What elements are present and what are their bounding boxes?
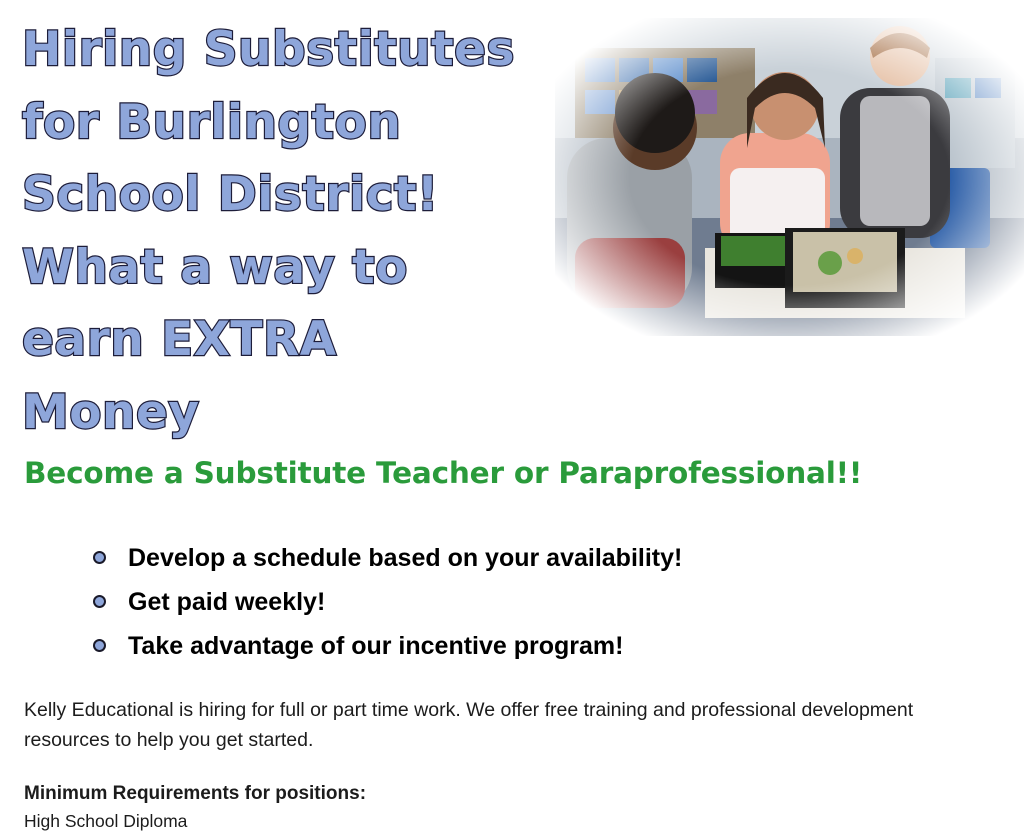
headline-line: for Burlington bbox=[22, 94, 402, 150]
requirement-item: High School Diploma bbox=[24, 811, 188, 831]
list-item bbox=[90, 536, 682, 580]
bullet-circle-icon bbox=[93, 595, 106, 608]
benefit-text: Get paid weekly! bbox=[128, 588, 326, 616]
headline-line: Hiring Substitutes bbox=[22, 22, 515, 77]
bullet-circle-icon bbox=[93, 551, 106, 564]
bullet-circle-icon bbox=[93, 639, 106, 652]
subhead: Become a Substitute Teacher or Paraprofessional!! bbox=[24, 456, 863, 490]
headline-line: What a way to bbox=[22, 239, 408, 295]
description-paragraph: Kelly Educational is hiring for full or part time work. We offer free training and professional development resources to help you get started. bbox=[24, 699, 914, 751]
classroom-children-photo bbox=[555, 18, 1024, 336]
headline-line: Money bbox=[22, 384, 200, 440]
headline-line: earn EXTRA bbox=[22, 312, 337, 367]
benefit-text: Take advantage of our incentive program! bbox=[128, 632, 624, 660]
list-item bbox=[90, 580, 682, 624]
benefits-list bbox=[90, 536, 682, 668]
classroom-photo-illustration bbox=[555, 18, 1024, 336]
benefit-text: Develop a schedule based on your availability! bbox=[128, 544, 683, 572]
headline-line: School District! bbox=[22, 167, 439, 222]
requirements-title: Minimum Requirements for positions: bbox=[24, 783, 367, 804]
list-item bbox=[90, 624, 682, 668]
headline bbox=[22, 14, 562, 449]
